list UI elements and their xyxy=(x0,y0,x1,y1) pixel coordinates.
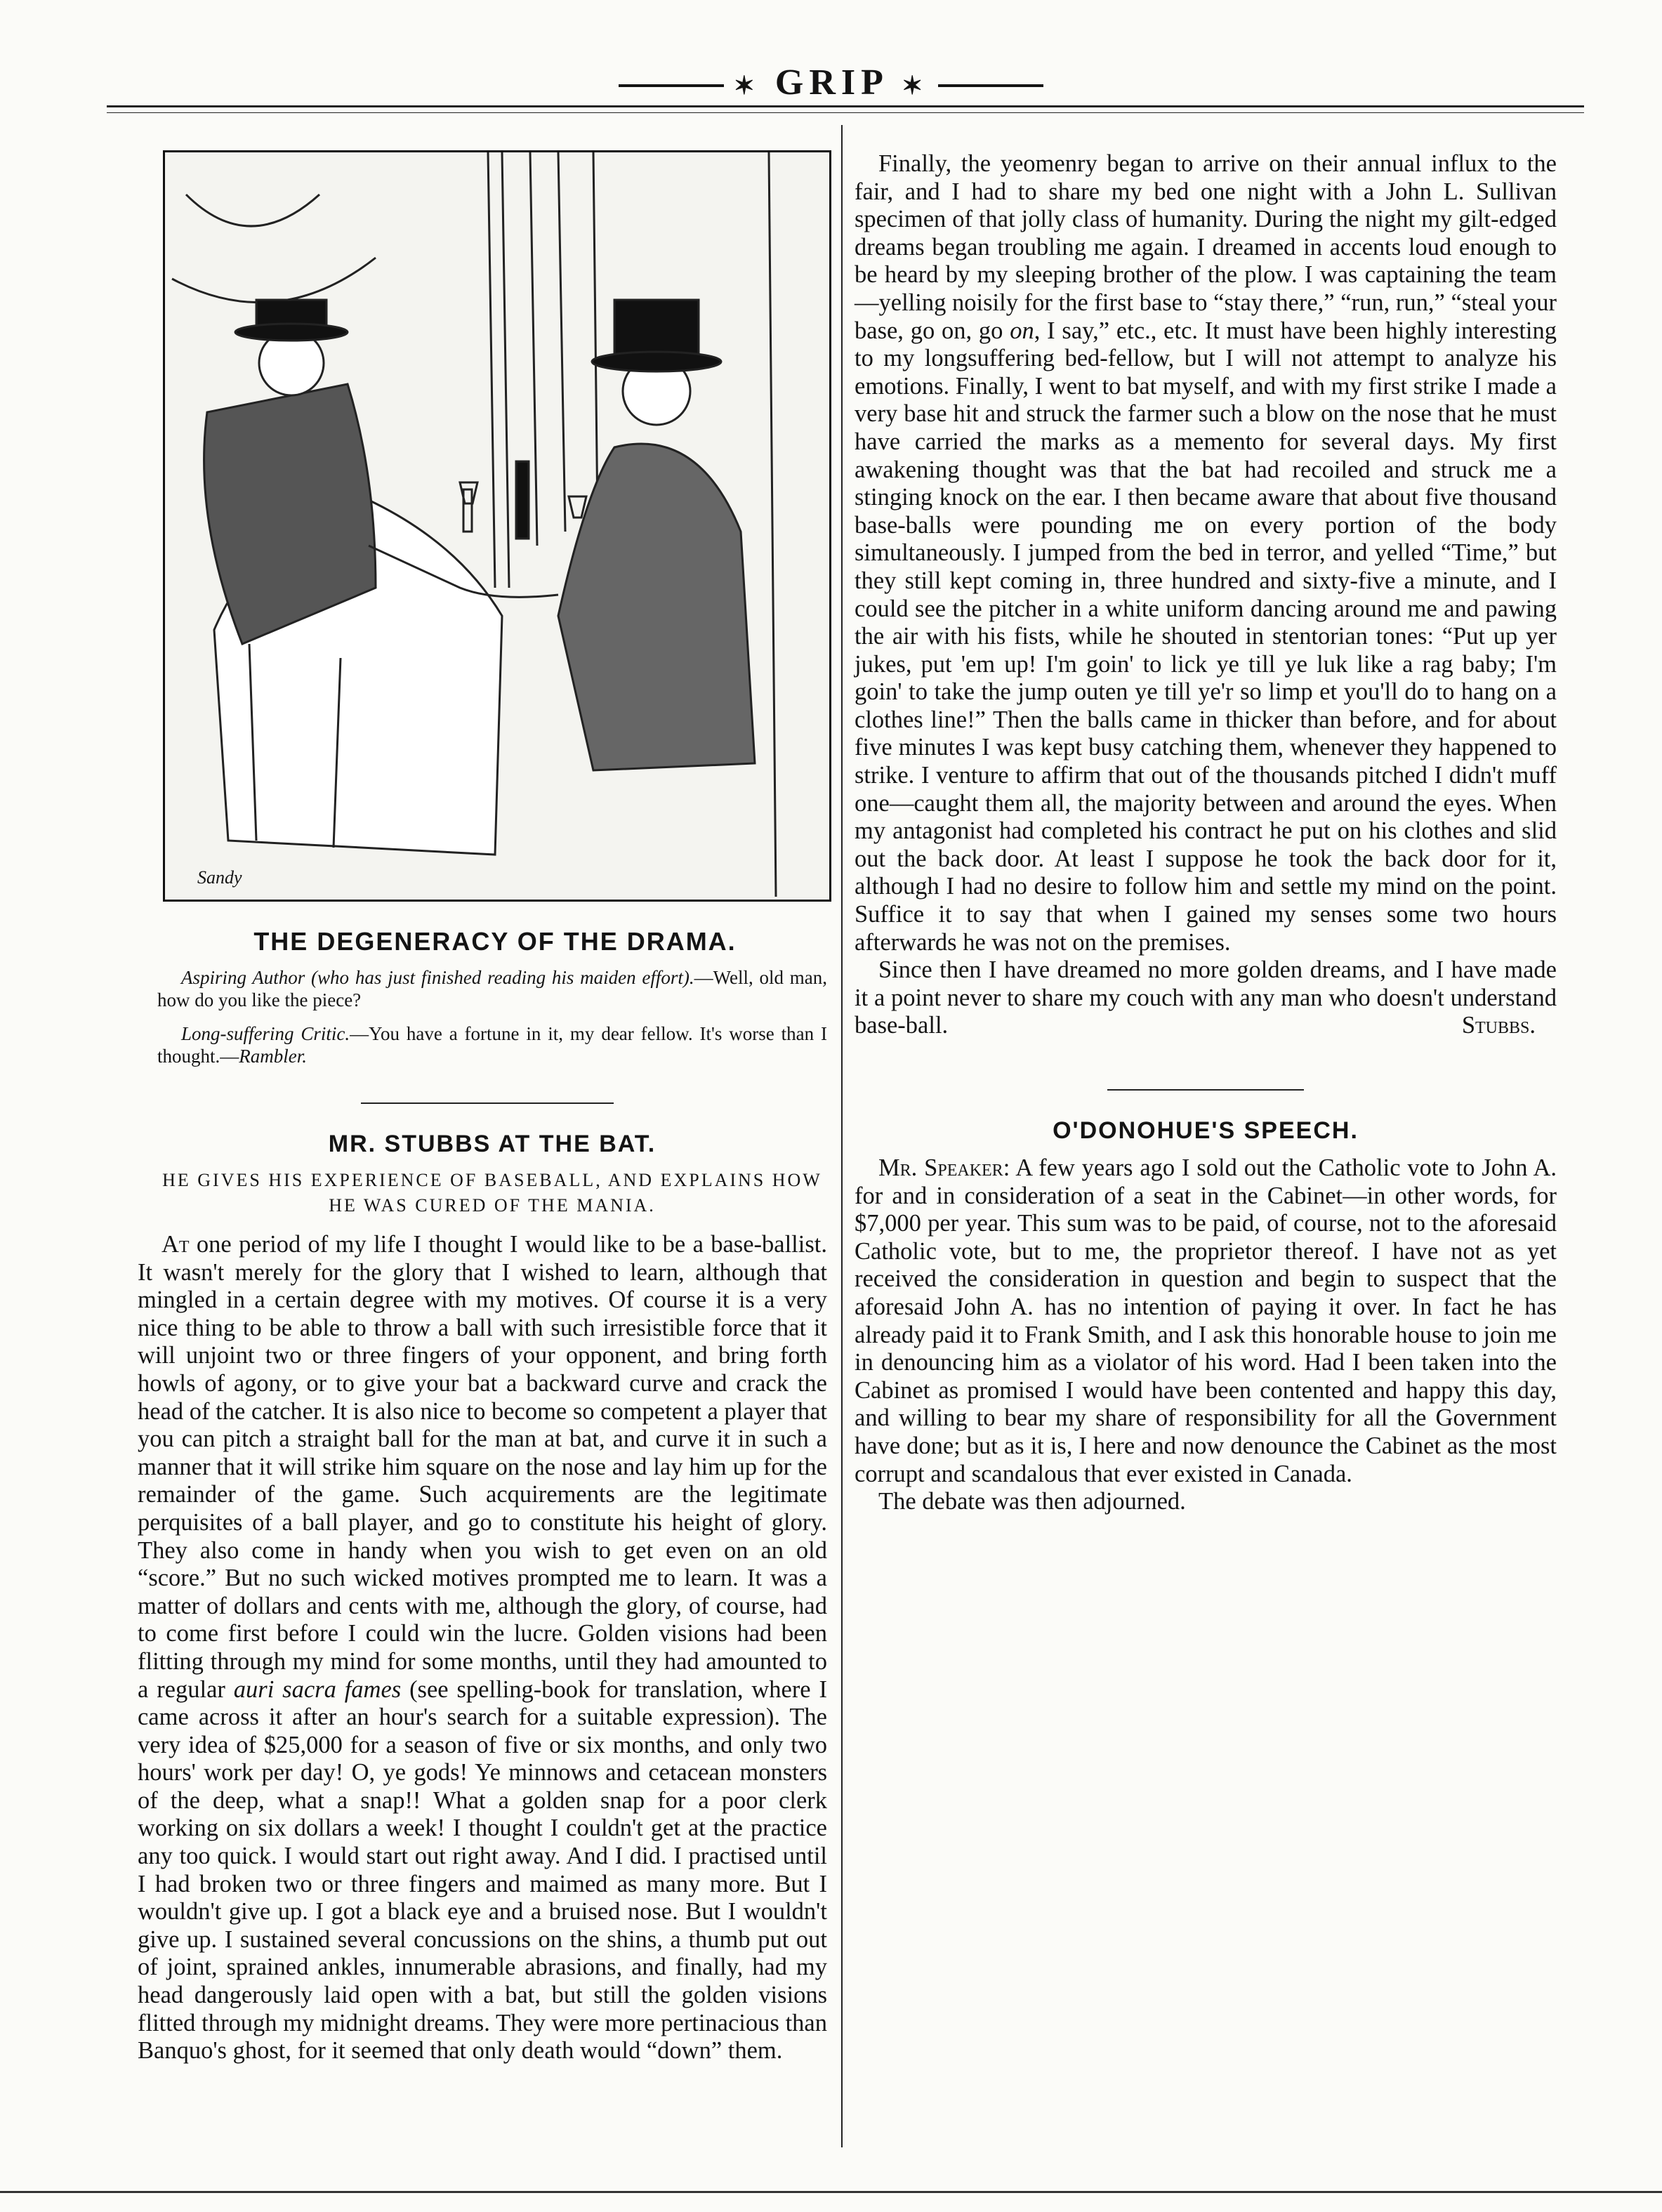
article-body-stubbs xyxy=(138,1231,827,2065)
caption-text: —Well, old man, how do you like the piece? xyxy=(157,967,828,1010)
section-rule xyxy=(1107,1089,1304,1091)
footer-rule xyxy=(0,2191,1662,2193)
cartoon-caption-critic xyxy=(157,1022,827,1067)
paragraph-text: Since then I have dreamed no more golden dreams, and I have made it a point never to share my couch with any man who doesn't understand base-ball. xyxy=(855,956,1557,1039)
column-divider xyxy=(841,125,843,2147)
drop-word: At xyxy=(161,1231,190,1258)
cartoon-caption-author xyxy=(157,966,827,1011)
paragraph xyxy=(855,150,1557,956)
article-title-odonohue: O'DONOHUE'S SPEECH. xyxy=(1053,1117,1359,1144)
header-rule-thin xyxy=(107,112,1584,113)
star-ornament-icon: ✶ xyxy=(902,72,929,100)
cartoon-drawing xyxy=(165,152,829,900)
paragraph-text: one period of my life I thought I would like to be a base-ballist. It wasn't merely for the glory that I wished to learn, although that mingled in a certain degree with my motives. Of course it is a very nice thing to be able to throw a ball with such irresistible force that it will unjoint two or three fingers of your opponent, and bring forth howls of agony, or to give your bat a backward curve and crack the head of the catcher. It is also nice to become so competent a player that you can pitch a straight ball for the man at bat, and curve it in such a manner that it will strike him square on the nose and lay him up for the remainder of the game. Such acquirements are the legitimate perquisites of a ball player, and go to constitute his height of glory. They also come in handy when you wish to get even on an old “score.” But no such wicked motives prompted me to learn. It was a matter of dollars and cents with me, although the glory, of course, had to come first before I could win the lucre. Golden visions had been flitting through my mind for some months, until they had amounted to a regular xyxy=(138,1231,827,1703)
header-rule xyxy=(107,105,1584,107)
left-column xyxy=(122,150,827,2065)
latin-phrase: auri sacra fames xyxy=(233,1676,402,1703)
paragraph-text: , I say,” etc., etc. It must have been highly interesting to my longsuffering bed-fellow, but I will not attempt to analyze his emotions. Finally, I went to bat myself, and with my first strike I made a very base hit and struck the farmer such a blow on the nose that he must have carried the marks as a memento for several days. My first awakening thought was that the bat had recoiled and struck me a stinging knock on the ear. I then became aware that about five thousand base-balls were pounding me on every portion of the body simultaneously. I jumped from the bed in terror, and yelled “Time,” but they still kept coming in, three hundred and sixty-five a minute, and I could see the pitcher in a white uniform dancing around me and pawing the air with his fists, while he shouted in stentorian tones: “Put up yer jukes, put 'em up! I'm goin' to lick ye till ye luk like a rag baby; I'm goin' to take the jump outen ye till ye'r so limp et you'll do to hang on a clothes line!” Then the balls came in thicker than before, and for about five minutes I was kept busy catching them, whenever they happened to strike. I venture to affirm that out of the thousands pitched I didn't muff one—caught them all, the majority between and around the eyes. When my antagonist had completed his contract he put on his clothes and slid out the back door. At least I suppose he took the back door for it, although I had no desire to follow him and settle my mind on the point. Suffice it to say that when I gained my senses some two hours afterwards he was not on the premises. xyxy=(855,317,1557,956)
article-body-odonohue xyxy=(855,1154,1557,1516)
italic-word: on xyxy=(1010,317,1034,344)
article-body-stubbs-continued xyxy=(855,150,1557,1040)
paragraph-text: The debate was then adjourned. xyxy=(878,1488,1186,1515)
masthead-rule-left xyxy=(619,84,724,87)
paragraph-text: (see spelling-book for translation, where I came across it after an hour's search for a suitable expression). The very idea of $25,000 for a season of five or six months, and only two hours' work per day! O, ye gods! Ye minnows and cetacean monsters of the deep, what a snap!! What a golden snap for a poor clerk working on six dollars a week! I thought I couldn't get at the practice any too quick. I would start out right away. And I did. I practised until I had broken two or three fingers and maimed as many more. But I wouldn't give up. I got a black eye and a bruised nose. But I wouldn't give up. I sustained several concussions on the shins, a thumb put out of joint, sprained ankles, innumerable abrasions, and finally, had my head dangerously laid open with a bat, but still the golden visions flitted through my midnight dreams. They were more pertinacious than Banquo's ghost, for it seemed that only death would “down” them. xyxy=(138,1676,827,2065)
paragraph-text: Finally, the yeomenry began to arrive on their annual influx to the fair, and I had to share my bed one night with a John L. Sullivan specimen of that jolly class of humanity. During the night my gilt-edged dreams began troubling me again. I dreamed in accents loud enough to be heard by my sleeping brother of the plow. I was captaining the team—yelling noisily for the first base to “stay there,” “run, run,” “steal your base, go on, go xyxy=(855,150,1557,344)
star-ornament-icon: ✶ xyxy=(733,72,760,100)
artist-signature: Sandy xyxy=(197,867,242,888)
paragraph xyxy=(855,1154,1557,1488)
paragraph xyxy=(855,956,1557,1040)
author-signature: Stubbs. xyxy=(1461,1012,1536,1039)
paragraph xyxy=(855,1488,1557,1516)
paragraph xyxy=(138,1231,827,2065)
masthead-rule-right xyxy=(938,84,1043,87)
article-title-stubbs: MR. STUBBS AT THE BAT. xyxy=(328,1131,657,1157)
article-subhead: HE GIVES HIS EXPERIENCE OF BASEBALL, AND EXPLAINS HOW HE WAS CURED OF THE MANIA. xyxy=(162,1170,822,1216)
masthead-title: GRIP xyxy=(774,62,888,103)
caption-source: Rambler. xyxy=(239,1046,308,1067)
caption-speaker: Long-suffering Critic. xyxy=(181,1023,350,1044)
caption-text: —You have a fortune in it, my dear fellow. It's worse than I thought.— xyxy=(157,1023,827,1067)
caption-speaker: Aspiring Author (who has just finished reading his maiden effort). xyxy=(181,967,694,988)
cartoon-title: THE DEGENERACY OF THE DRAMA. xyxy=(253,927,737,956)
section-rule xyxy=(361,1102,614,1104)
masthead xyxy=(0,62,1662,103)
paragraph-text: A few years ago I sold out the Catholic vote to John A. for and in consideration of a seat in the Cabinet—in other words, for $7,000 per year. This sum was to be paid, of course, not to the aforesaid Catholic vote, but to me, the proprietor thereof. I have not as yet received the consideration in question and begin to suspect that the aforesaid John A. has no intention of paying it over. In fact he has already paid it to Frank Smith, and I ask this honorable house to join me in denouncing him as a violator of his word. Had I been taken into the Cabinet as promised I would have been contented and happy this day, and willing to bear my share of responsibility for all the Government have done; but as it is, I here and now denounce the Cabinet as the most corrupt and scandalous that ever existed in Canada. xyxy=(855,1154,1557,1487)
cartoon-illustration xyxy=(163,150,831,902)
right-column xyxy=(855,150,1557,1516)
speaker-label: Mr. Speaker: xyxy=(878,1154,1010,1181)
